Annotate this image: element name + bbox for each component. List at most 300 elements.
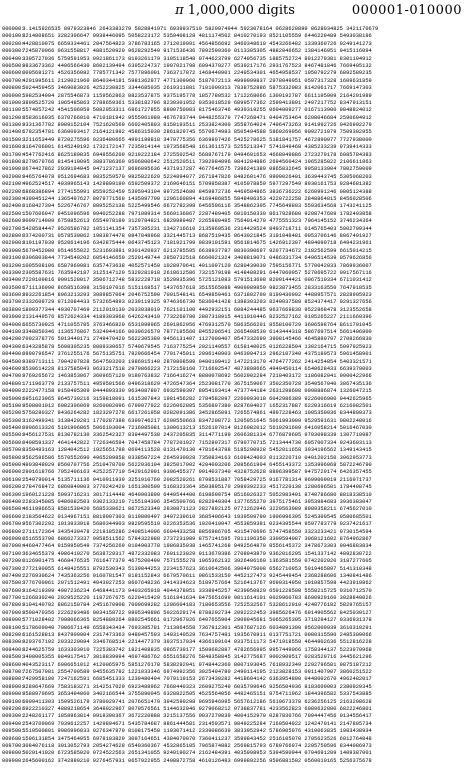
- row-digits: 9289647669 7583183271 3142517029 6923488962 7668440323 2609275249 6035799646 9256504936 8183609003 2380929345: [19, 683, 372, 690]
- digit-row: [2, 551, 468, 558]
- row-digits: 5020141020 6723585020 0724522563 2651341055 9240190274 2162484391 4035998953 5394590944 0704691209 1409387001: [19, 750, 372, 757]
- row-index: 001800:: [2, 159, 25, 166]
- row-digits: 5771028402 7998066365 8254889264 8802545661 0172967026 6407655904 2909945681 5065265305 3718294127 0336931378: [19, 617, 372, 624]
- row-digits: 9389713111 7904297828 5647503203 1986915140 2870808599 0480109412 1472213179 4764777262 2414254854 5403321571: [19, 358, 372, 365]
- digit-row: [2, 152, 468, 159]
- row-index: 004700:: [2, 373, 25, 380]
- row-index: 001200:: [2, 114, 25, 121]
- row-digits: 5510500801 9086996033 0276347870 8108175450 1193071412 2339086639 3833952942 5786905076 4310063835 1983438934: [19, 728, 372, 735]
- digit-row: [2, 388, 468, 395]
- row-index: 001600:: [2, 144, 25, 151]
- digit-row: [2, 203, 468, 210]
- row-index: 005600:: [2, 439, 25, 446]
- digit-row: [2, 750, 468, 757]
- digit-row: [2, 499, 468, 506]
- row-digits: 7002378776 5913440171 2749470420 5622305389 9456131407 1127000407 8547332699 3908145466 4645880797 2708266830: [19, 336, 372, 343]
- row-digits: 4043523117 6006651012 4120065975 5851276178 5838292041 9748442360 8007193045 7618932349 2292796501 9875187212: [19, 661, 372, 668]
- digit-row: [2, 632, 468, 639]
- digit-row: [2, 366, 468, 373]
- row-digits: 5982534904 2875546873 1159562863 8823537875 9375195778 1857780532 1712268066 1300192787 6611195909 2164201989: [19, 92, 372, 99]
- row-digits: 4547762416 8625189835 6948556209 9219222184 2725502542 5688767179 0494601653 4668049886 2723279178 6085784383: [19, 151, 372, 158]
- row-digits: 0306803844 7734549202 6054146659 2520149744 2850732518 6660021324 3408819071 0486331734 6496514539 0579626856: [19, 255, 372, 262]
- digit-row: [2, 676, 468, 683]
- row-digits: 4428810975 6659334461 2847564823 3786783165 2712019091 4564856692 3460348610 4543266482 1339360726 0249141273: [19, 40, 372, 47]
- row-index: 001500:: [2, 136, 25, 143]
- digit-row: [2, 48, 468, 55]
- row-digits: 2901618766 7952406163 4252257719 5429162991 9306455377 9914037340 4328752628 8896399587 9475729174 6426357455: [19, 469, 372, 476]
- row-digits: 2332609729 9712084433 5732654893 8239119325 9746366730 5836041428 1388303203 8249037589 8524374417 0291327656: [19, 299, 372, 306]
- row-digits: 8583616035 6370766010 4710181942 9555961989 4676783744 9448255379 7747268471 0404753464 6208046684 2590694912: [19, 114, 372, 121]
- row-digits: 4803848029 8560707756 2510478709 5622036104 3825017902 4204003206 2085661904 6455143372 1353996068 5872246790: [19, 462, 372, 469]
- row-digits: 3408005355 9849175417 3818839994 4697486762 6551658276 5848358845 3142775687 9002909517 0283529716 3445621296: [19, 654, 372, 661]
- row-index: 001000:: [2, 99, 25, 106]
- row-digits: 8279679766 8145410095 3883786360 9506800642 2512520511 7392984896 0841284886 2694560424 1965285022 2106611863: [19, 159, 372, 166]
- digit-row: [2, 573, 468, 580]
- row-digits: 9598470356 2226293486 0034158722 9805349896 5022629174 8788202734 2092222453 3985626476 6914905562 8425039127: [19, 609, 372, 616]
- digit-row: [2, 691, 468, 698]
- row-digits: 8350493163 1284042512 1925651798 0694113528 0131470130 4781643788 5185290928 5452011658 3934196562 1349143415: [19, 447, 372, 454]
- row-digits: 4962524517 4939965143 1429809190 6592509372 2169646151 5709858387 4105978859 5977297549 8930161753 9284681382: [19, 181, 372, 188]
- digit-row: [2, 506, 468, 513]
- row-digits: 2772190055 6148425551 8792530343 5139844253 2234157623 3610642506 3904975008 6562710953 5919465897 5141310348: [19, 565, 372, 572]
- digit-row: [2, 403, 468, 410]
- row-digits: 9508001012 6082306069 0260002096 6799977922 6226062805 5356897380 8287694027 1652317887 6220316619 6216082501: [19, 402, 372, 409]
- row-digits: 1960121228 5993716231 3017114448 4640903890 6449544400 6198690754 8516026327 5052983491 8740786680 8818338510: [19, 491, 372, 498]
- row-index: 000900:: [2, 92, 25, 99]
- digit-row: [2, 137, 468, 144]
- row-index: 007100:: [2, 550, 25, 557]
- digit-row: [2, 699, 468, 706]
- row-index: 000600:: [2, 70, 25, 77]
- digit-row: [2, 314, 468, 321]
- digit-row: [2, 536, 468, 543]
- digit-row: [2, 292, 468, 299]
- digit-row: [2, 144, 468, 151]
- row-index: 007600:: [2, 587, 25, 594]
- digit-row: [2, 447, 468, 454]
- row-index: 004400:: [2, 351, 25, 358]
- row-index: 004300:: [2, 343, 25, 350]
- digit-row: [2, 610, 468, 617]
- row-digits: 6782354781 6360093417 2164121992 4586315030 2861829745 5570674983 8505494588 5869269956 9092721079 7509302955: [19, 129, 372, 136]
- row-index: 009000:: [2, 691, 25, 698]
- row-index: 009900:: [2, 757, 25, 764]
- row-index: 002900:: [2, 240, 25, 247]
- row-digits: 9567302292 1913933918 5680344903 9820595510 0226353536 1920419947 4553859381 0234395544 9597783779 0237421617: [19, 521, 372, 528]
- row-index: 002300:: [2, 195, 25, 202]
- row-index: 004600:: [2, 365, 25, 372]
- row-digits: 0906613326 5191906865 5066193004 7216085081 1300613213 1526197014 8126082012 5619291609 6416058214 5016467030: [19, 425, 372, 432]
- row-digits: 6655730925 4711055785 3763466820 6531098965 2691862056 4769312570 5863566201 8558100729 3606598764 8611791045: [19, 321, 372, 328]
- row-index: 002100:: [2, 181, 25, 188]
- row-digits: 0990796547 3761255176 5675135751 7829666454 7791745011 2996148903 0463994713 2962107340 4375189573 5961458901: [19, 351, 372, 358]
- row-digits: 2784768472 6860849003 3770242429 1651300500 5168323364 3503895170 2989392233 4517220138 1280696501 1784408745: [19, 484, 372, 491]
- row-index: 007500:: [2, 580, 25, 587]
- row-index: 006300:: [2, 491, 25, 498]
- row-digits: 8164706001 6145249192 1732172147 7235014144 1973568548 1613611573 5255213347 5741849468 4385233239 0739414333: [19, 144, 372, 151]
- digit-row: [2, 285, 468, 292]
- row-index: 001300:: [2, 122, 25, 129]
- row-index: 001900:: [2, 166, 25, 173]
- row-digits: 3.1415926535 8979323846 2643383279 5028841971 6939937510 5820974944 5923078164 0628620899 8628034825 3421170679: [19, 26, 379, 32]
- row-index: 003400:: [2, 277, 25, 284]
- digit-row: [2, 70, 468, 77]
- row-index: 000800:: [2, 85, 25, 92]
- digit-row: [2, 299, 468, 306]
- row-index: 004900:: [2, 388, 25, 395]
- row-digits: 2276930624 7435363256 9160781547 8181152843 6679570611 0861533150 4452127473 9245449454 2368288606 1340841486: [19, 572, 372, 579]
- digit-row: [2, 33, 468, 40]
- row-index: 009300:: [2, 713, 25, 720]
- digit-row: [2, 255, 468, 262]
- row-digits: 3809525720 1065485863 2788659361 5338182796 8230301952 0353018529 6899577362 2599413891 2497217752 8347913151: [19, 99, 372, 106]
- row-index: 008300:: [2, 639, 25, 646]
- row-digits: 9009714909 6759852613 6554978189 3129784821 6829989487 2265880485 7564014270 4775551323 7964145152 3746234364: [19, 218, 372, 225]
- digit-row: [2, 270, 468, 277]
- row-index: 006700:: [2, 521, 25, 528]
- row-digits: 1266830240 2929525220 1187267675 6220415420 5161841634 8475651699 9811614101 0029960783 8690929160 3028840026: [19, 595, 372, 602]
- digit-row: [2, 56, 468, 63]
- row-digits: 2283345085 0486082503 9302133219 7155184306 3545500766 8282949304 1377655279 3975175461 3953984683 3936383047: [19, 499, 372, 505]
- row-digits: 1711963779 2133757511 4959501566 0496318629 4726547364 2523081770 3675159067 3502350728 3540567040 3867435136: [19, 380, 372, 387]
- row-index: 009400:: [2, 720, 25, 727]
- digit-row: [2, 617, 468, 624]
- digit-row: [2, 484, 468, 491]
- row-digits: 0005681271 4526356082 7785771342 7577896091 7363717872 1468440901 2249534301 4654958537 1050792279 6892589235: [19, 70, 372, 77]
- row-index: 000500:: [2, 62, 25, 69]
- row-index: 007700:: [2, 595, 25, 602]
- row-digits: 6161528813 8437909904 2317473363 9480457593 1493140529 7634757481 1935670911 0137751721 0080315590 2485309066: [19, 632, 372, 639]
- row-digits: 9164219399 4907236234 6468441173 9403265918 4044378051 3338945257 4239950829 6591228508 5558215725 0310712570: [19, 587, 372, 594]
- digit-row: [2, 166, 468, 173]
- digit-row: [2, 736, 468, 743]
- row-index: 005900:: [2, 462, 25, 469]
- digit-row: [2, 359, 468, 366]
- row-index: 006900:: [2, 535, 25, 542]
- row-index: 000300:: [2, 48, 25, 55]
- row-index: 006400:: [2, 499, 25, 505]
- row-digits: 7267507981 2554709589 0455635792 1221033346 6974992356 3025494780 2490114195 2123828153 0911407907 3860251522: [19, 668, 372, 675]
- digit-row: [2, 373, 468, 380]
- digit-row: [2, 307, 468, 314]
- row-index: 006000:: [2, 469, 25, 476]
- row-digits: 3634655379 4986419270 5638729317 4872332083 7601123029 9113679386 2708943879 9362016295 1541337142 4892830722: [19, 550, 372, 557]
- row-index: 007300:: [2, 565, 25, 572]
- row-digits: 3776700961 2071512491 4043027253 8607648236 3414334623 5189757664 5216413767 9690314950 1910857598 4423919862: [19, 580, 372, 587]
- row-digits: 0408591337 4641442822 7726346594 7047458784 7787201927 7152807317 6790770715 7213444730 6057007334 9243693113: [19, 439, 372, 446]
- row-index: 005500:: [2, 432, 25, 439]
- digit-range: 000001-010000: [351, 3, 462, 18]
- digit-row: [2, 329, 468, 336]
- row-digits: 9769265672 1463853067 3609657120 9180763832 7166416274 8880078692 5602902284 7210403172 1186082041 9000422966: [19, 373, 372, 380]
- row-index: 007800:: [2, 602, 25, 609]
- digit-row: [2, 477, 468, 484]
- digit-row: [2, 41, 468, 48]
- row-digits: 9465764078 9512694683 9835259570 9825822620 5224894077 2671947826 8482601476 9909026401 3639443745 5305068203: [19, 173, 372, 180]
- digit-row: [2, 758, 468, 765]
- digit-row: [2, 432, 468, 439]
- title-text: 1,000,000 digits: [183, 3, 295, 18]
- row-digits: 5178609040 7086671149 6558343434 7693385781 7113864558 7367812301 4587687126 6034891390 9562009939 3610310291: [19, 624, 372, 631]
- digit-row: [2, 344, 468, 351]
- row-digits: 7429958180 7247162591 6685451333 1239480494 7079119153 2673430282 4418604142 6363954800 0448002670 4962482017: [19, 676, 372, 683]
- digit-table: [2, 26, 468, 765]
- row-index: 003700:: [2, 299, 25, 306]
- digit-row: [2, 26, 468, 33]
- digit-row: [2, 514, 468, 521]
- row-digits: 6868386894 2774155991 8559252459 5395943104 9972524680 8459872736 4469584865 3836736222 6260991246 0805124388: [19, 188, 372, 195]
- row-digits: 3348850346 1136576867 5324944166 8039626579 7877185560 8455296541 2665408530 6143444318 5867697514 5661406800: [19, 329, 372, 336]
- row-digits: 5574857242 4541506959 5082953311 6861727855 8890750983 8175463746 4939319255 0604009277 0167113900 9848824012: [19, 107, 372, 114]
- row-index: 009800:: [2, 750, 25, 757]
- row-index: 002700:: [2, 225, 25, 232]
- digit-row: [2, 174, 468, 181]
- digit-row: [2, 336, 468, 343]
- row-digits: 1005508106 6587969981 6357473638 4052571459 1028970641 4011097120 6280439039 7595156771 5770042033 7869936007: [19, 262, 372, 269]
- row-digits: 3162499341 3138429281 1770287388 6390746217 6200550663 8347208772 1205951645 5061993009 9529591631 0802248016: [19, 417, 372, 424]
- digit-row: [2, 263, 468, 270]
- row-index: 007000:: [2, 543, 25, 550]
- row-index: 004000:: [2, 321, 25, 328]
- row-index: 008200:: [2, 632, 25, 639]
- row-index: 003900:: [2, 314, 25, 321]
- row-index: 001100:: [2, 107, 25, 114]
- digit-row: [2, 322, 468, 329]
- digit-row: [2, 381, 468, 388]
- digit-row: [2, 196, 468, 203]
- row-digits: 4201995611 2129021960 8640344181 5981362977 4771309960 5187072113 4999999837 2978049951 0597317328 1609631859: [19, 77, 372, 84]
- digit-row: [2, 410, 468, 417]
- row-digits: 2540790914 5135711136 9410911939 3251910760 2082520261 8798531887 7058429725 9167781314 9699009019 2116971737: [19, 476, 372, 483]
- row-digits: 1507606947 9451096596 0940252288 7971089314 5669136867 2287489405 6010150330 8617928680 9208747609 1782493858: [19, 210, 372, 217]
- row-index: 009500:: [2, 728, 25, 735]
- row-digits: 9331367702 8989152104 7521620569 6602405803 8150193511 2533824300 3558764024 7496473263 9141992726 0426992279: [19, 122, 372, 129]
- digit-row: [2, 462, 468, 469]
- digit-row: [2, 418, 468, 425]
- row-digits: 0126901475 4668476535 7616477379 4675200490 7571555278 1965362132 3926406160 1363581559 0742202020 3187277605: [19, 558, 372, 565]
- row-index: 006100:: [2, 476, 25, 483]
- digit-row: [2, 93, 468, 100]
- row-digits: 4460477464 9159950549 7374256269 0104903778 1986835938 1465741268 0492564879 8556145372 3478673303 9046883834: [19, 543, 372, 550]
- digit-row: [2, 440, 468, 447]
- digit-row: [2, 580, 468, 587]
- digit-row: [2, 425, 468, 432]
- digit-row: [2, 100, 468, 107]
- digit-row: [2, 226, 468, 233]
- row-index: 005200:: [2, 410, 25, 417]
- row-digits: 5428584447 9526586782 1051141354 7357395231 1342716610 2135969536 2314429524 8493718711 0145765403 5902799344: [19, 225, 372, 232]
- row-digits: 5679452080 9514655022 5231603881 9301420937 6213785595 6638937787 0830390697 9207734672 2182562599 6615014215: [19, 247, 372, 254]
- digit-row: [2, 721, 468, 728]
- digit-row: [2, 218, 468, 225]
- row-digits: 6922210327 4889218654 3648022967 8070576561 5144632046 9279068212 0738837781 4233562823 6089632080 6822246801: [19, 705, 372, 712]
- row-index: 000200:: [2, 40, 25, 47]
- row-index: 007400:: [2, 572, 25, 579]
- row-digits: 0374200731 0578539062 1983874478 0847848968 3321445713 8687519435 0643021845 3191048481 0053706146 8067491927: [19, 232, 372, 239]
- digit-row: [2, 107, 468, 114]
- row-index: 005000:: [2, 395, 25, 402]
- row-digits: 2543709069 7939612257 1429894671 5435784687 8861444581 2314593571 9849225284 7160504922 1242470141 2147805734: [19, 720, 372, 727]
- row-index: 006500:: [2, 506, 25, 513]
- row-index: 003200:: [2, 262, 25, 269]
- row-index: 009200:: [2, 705, 25, 712]
- row-index: 003100:: [2, 255, 25, 262]
- digit-row: [2, 602, 468, 609]
- row-index: 008700:: [2, 668, 25, 675]
- row-index: 007200:: [2, 558, 25, 565]
- row-digits: 6909411303 1509526179 3780029741 2076651479 3942590298 9695946995 5657612186 5619673378 6236256125 2163208628: [19, 698, 372, 705]
- digit-row: [2, 455, 468, 462]
- pi-symbol: π: [175, 3, 184, 18]
- row-digits: 8530614228 8137585043 0633217518 2979866223 7172159160 7716692547 4873898665 4949450114 6540628433 6639379003: [19, 365, 372, 372]
- row-index: 006200:: [2, 484, 25, 491]
- row-digits: 7245870066 0631558817 4881520920 9628292540 9171536436 7892590360 0113305305 4882046652 1384146951 9415116094: [19, 48, 372, 55]
- digit-row: [2, 529, 468, 536]
- row-digits: 4611996653 8581538420 5685338621 8672523340 2830871123 2827892125 0771262946 3229563989 8989358211 6745627010: [19, 506, 372, 513]
- digit-row: [2, 277, 468, 284]
- row-index: 005300:: [2, 417, 25, 424]
- digit-row: [2, 115, 468, 122]
- digit-row: [2, 558, 468, 565]
- digit-row: [2, 469, 468, 476]
- digit-row: [2, 78, 468, 85]
- row-digits: 8191197939 9520614196 6342875444 0643745123 7181921799 9839101591 9561814675 1426912397 4894090718 6494231961: [19, 240, 372, 247]
- digit-row: [2, 713, 468, 720]
- digit-row: [2, 351, 468, 358]
- digit-row: [2, 240, 468, 247]
- row-digits: 9456127531 8130782130 3362542327 8394497538 2437205835 3114771199 2606381334 6776879695 9703098339 1307710987: [19, 432, 372, 439]
- row-index: 008000:: [2, 617, 25, 624]
- digit-row: [2, 129, 468, 136]
- row-digits: 8244625759 1633303910 7225383742 1821408835 0865739177 1509682887 4782656995 9957449066 1758344137 5223970968: [19, 646, 372, 653]
- row-digits: 2711172364 3435439478 2218185286 2408514006 6604433258 8856986705 4315470696 5747458550 3323233421 0730154594: [19, 528, 372, 535]
- row-index: 001400:: [2, 129, 25, 136]
- row-digits: 2222477158 9150495309 8444893330 9634087807 6932599397 8054193414 4737744184 2631298608 0998886874 1326047215: [19, 388, 372, 395]
- row-index: 000100:: [2, 33, 25, 40]
- row-index: 002400:: [2, 203, 25, 210]
- digit-row: [2, 654, 468, 661]
- row-index: 002200:: [2, 188, 25, 195]
- row-index: 008900:: [2, 683, 25, 690]
- row-index: 008600:: [2, 661, 25, 668]
- row-digits: 2305587631 7635942187 3125147120 5329281918 2618612586 7321579198 4148488291 6447060957 5270695722 0917567116: [19, 269, 372, 276]
- row-index: 005700:: [2, 447, 25, 454]
- row-index: 005800:: [2, 454, 25, 461]
- row-digits: 8932261854 8963213293 3089857064 2046752590 7091548141 6549859461 6371802709 8199430992 4488957571 2828905923: [19, 292, 372, 299]
- row-index: 003000:: [2, 247, 25, 254]
- page-header: [0, 0, 470, 22]
- digit-row: [2, 189, 468, 196]
- row-digits: 6711136990 8658516398 3150197016 5151168517 1437657618 3515565088 4909989859 9823873455 2833163550 7647918535: [19, 284, 372, 291]
- row-index: 006800:: [2, 528, 25, 535]
- digit-row: [2, 396, 468, 403]
- row-index: 001700:: [2, 151, 25, 158]
- row-index: 004100:: [2, 329, 25, 336]
- row-index: 005400:: [2, 425, 25, 432]
- row-digits: 9833673362 4406566430 8602139494 6395224737 1907021798 6094370277 0539217176 2931767523 8467481846 7669405132: [19, 62, 372, 69]
- row-digits: 7229109816 9091528017 3506712748 5832228718 3520935396 5725121083 5791513698 8209144421 0067510334 6711031412: [19, 277, 372, 284]
- row-digits: 9104140792 8862150784 2451670908 7000699282 1206604183 7180653556 7252532567 5328612910 4248776182 5829765157: [19, 602, 372, 609]
- row-digits: 0516553790 6866273337 9958511562 5784322988 2737231989 8757141595 7811196358 3300594087 3068121602 8764962867: [19, 535, 372, 542]
- digit-row: [2, 248, 468, 255]
- row-index: 002000:: [2, 173, 25, 180]
- row-index: 000400:: [2, 55, 25, 62]
- row-digits: 3305727036 5759591953 0921861173 8193261179 3105118548 0744623799 6274956735 1885752724 8912279381 8301194912: [19, 55, 372, 62]
- row-index: 002600:: [2, 218, 25, 225]
- row-index: 008800:: [2, 676, 25, 683]
- digit-row: [2, 122, 468, 129]
- row-digits: 9588970695 3653494060 3402166544 3755890045 6328822505 4525564056 4482465151 8754711962 1844396582 5337543885: [19, 691, 372, 698]
- row-digits: 2248261177 1858963814 0918390367 3672220888 3215137556 0037279839 4004152970 0287830766 7094447456 0134556417: [19, 713, 372, 720]
- row-digits: 2131449576 8572624334 4189303968 6426243410 7732269780 2807318915 4411010446 8232527162 0105265227 2111660396: [19, 314, 372, 321]
- digit-row: [2, 211, 468, 218]
- row-digits: 6343285878 5698305235 8089330657 5740679545 7163775254 2021149557 6158140025 0126228594 1302164715 5097925923: [19, 343, 372, 350]
- row-index: 002500:: [2, 210, 25, 217]
- digit-row: [2, 625, 468, 632]
- row-index: 003500:: [2, 284, 25, 291]
- row-digits: 8214808651 3282306647 0938446095 5058223172 5359408128 4811174502 8410270193 8521105559 6446229489 5493038196: [19, 33, 372, 40]
- row-index: 008400:: [2, 646, 25, 653]
- row-digits: 9562586586 5570552690 4965209858 0338507224 2645930928 7350834163 6108424003 0113220710 0401202150 3062953773: [19, 454, 372, 461]
- row-index: 006600:: [2, 513, 25, 520]
- row-digits: 3211653449 8720275596 0236480665 4991198818 3479775356 6369807426 5425278625 5181841757 4672890977 7727938000: [19, 136, 372, 143]
- row-index: 002800:: [2, 232, 25, 239]
- digit-row: [2, 662, 468, 669]
- row-index: 005100:: [2, 402, 25, 409]
- digit-row: [2, 159, 468, 166]
- digit-row: [2, 743, 468, 750]
- row-index: 007900:: [2, 609, 25, 616]
- row-digits: 2183564622 0134967151 8819097303 8119800497 3407239610 3685406643 1939509790 1906996395 5245300545 0580685501: [19, 513, 372, 520]
- digit-row: [2, 588, 468, 595]
- digit-row: [2, 639, 468, 646]
- row-index: 004200:: [2, 336, 25, 343]
- row-index: 004500:: [2, 358, 25, 365]
- row-digits: 3084076118 3013052793 2054274628 6540360367 4532865105 7065874882 2569815793 6789766974 2205750596 8344086973: [19, 742, 372, 749]
- row-index: 009100:: [2, 698, 25, 705]
- row-digits: 6951623965 8645730216 3159818091 1615307843 1981456282 2784582097 2260993018 6042986389 9226006900 0442625965: [19, 395, 372, 402]
- digit-row: [2, 728, 468, 735]
- row-index: 000000:: [2, 26, 25, 32]
- digit-row: [2, 63, 468, 70]
- digit-row: [2, 181, 468, 188]
- row-digits: 4390451244 1365497627 8079771569 1435997700 1296160894 4169486855 5848406353 4220722258 2848864815 8456028506: [19, 195, 372, 202]
- row-digits: 1809377344 4030707469 2112019130 2033038019 7621101100 4492932151 6084244485 9637669838 9522868478 3123552658: [19, 306, 372, 313]
- digit-row: [2, 595, 468, 602]
- row-digits: 5750280327 9436264282 1823297278 6617261958 0282091386 3452865091 7265574861 4897228463 1005350936 8344809373: [19, 410, 372, 417]
- digit-row: [2, 669, 468, 676]
- row-index: 003600:: [2, 292, 25, 299]
- row-index: 003800:: [2, 306, 25, 313]
- row-digits: 0674427862 2039194945 0471237137 8696095636 4371917287 4677646575 7396241389 0865832645 9958133904 7802759009: [19, 166, 372, 173]
- digit-row: [2, 566, 468, 573]
- row-index: 004800:: [2, 380, 25, 387]
- digit-row: [2, 706, 468, 713]
- row-index: 008500:: [2, 654, 25, 661]
- digit-row: [2, 684, 468, 691]
- row-index: 009600:: [2, 735, 25, 742]
- digit-row: [2, 543, 468, 550]
- digit-row: [2, 85, 468, 92]
- row-index: 009700:: [2, 742, 25, 749]
- row-index: 000700:: [2, 77, 25, 84]
- digit-row: [2, 492, 468, 499]
- row-index: 003300:: [2, 269, 25, 276]
- row-digits: 1596131854 3475464955 6978103829 3097164651 4384070070 7360411237 3599843452 2516105070 2705623526 6012764848: [19, 735, 372, 742]
- digit-row: [2, 521, 468, 528]
- row-digits: 9203767192 2033229094 3346768514 2214477379 3937517034 4366199104 0337511173 5471918550 4644902636 5512816228: [19, 639, 372, 646]
- row-index: 008100:: [2, 624, 25, 631]
